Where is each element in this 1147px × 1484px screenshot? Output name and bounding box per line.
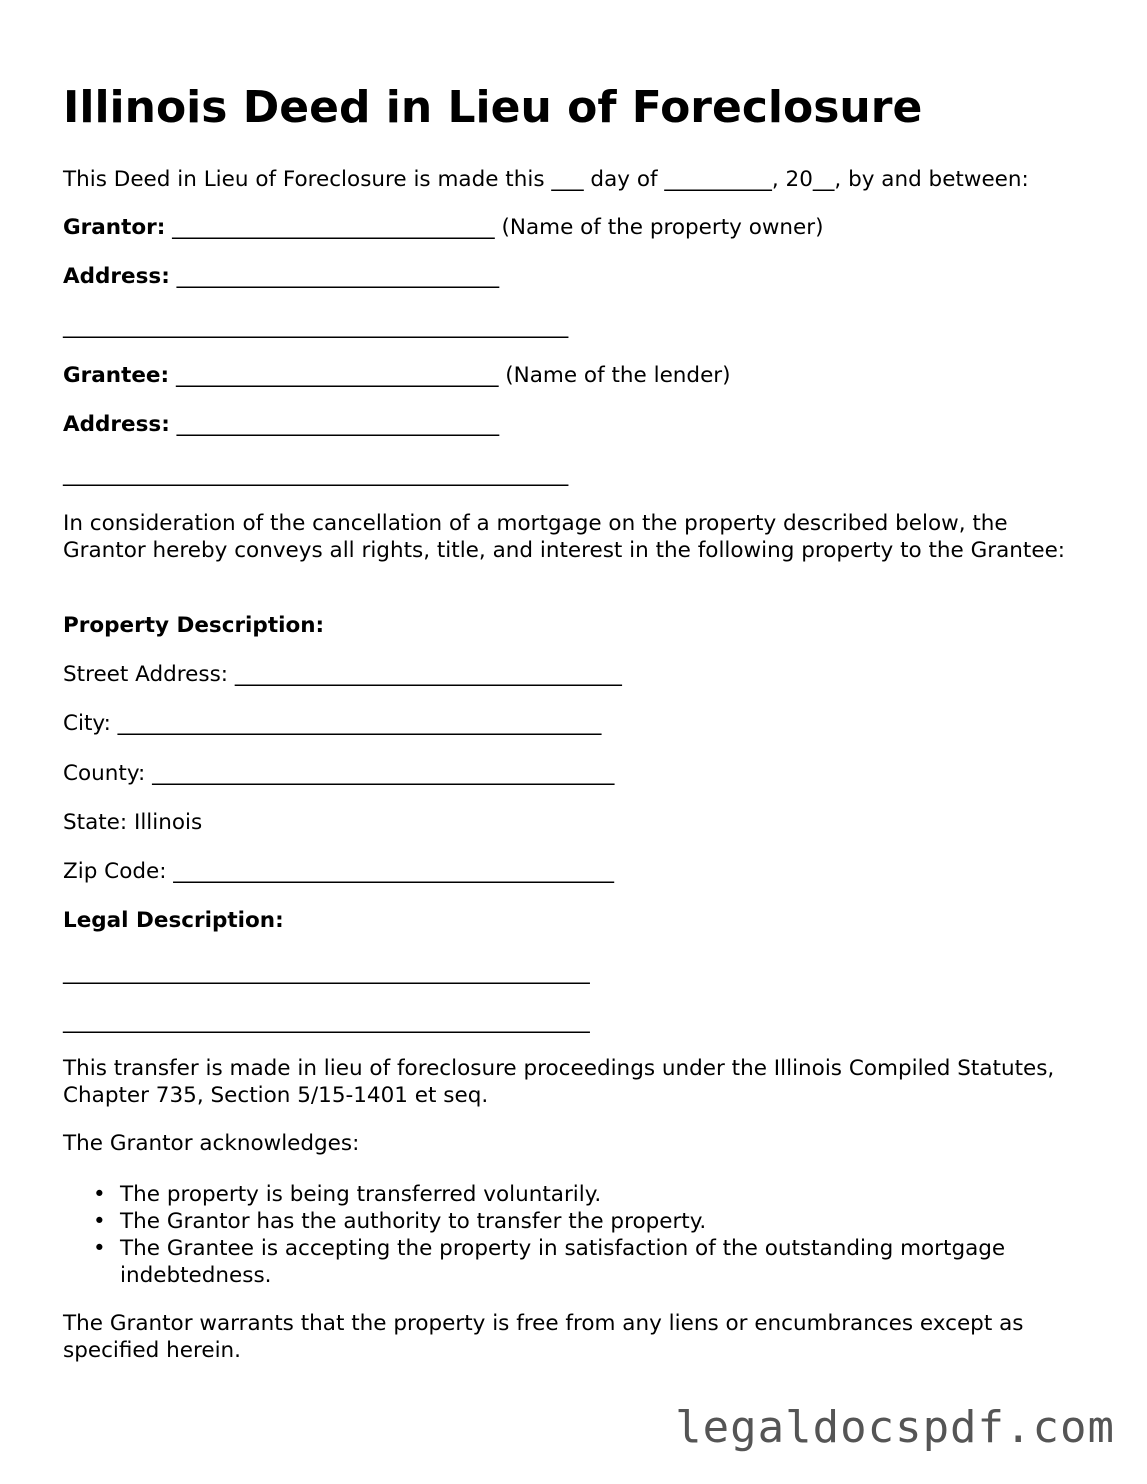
grantor-address-blank: ______________________________ [169, 264, 500, 289]
grantee-address-line-2: _______________________________________________ [63, 462, 569, 487]
grantor-address-line-2: _______________________________________________ [63, 314, 569, 339]
list-item [63, 1208, 1063, 1235]
county-field: County: ___________________________________________ [63, 761, 615, 786]
warranty-paragraph: The Grantor warrants that the property is free from any liens or encumbrances except as specified herein. [63, 1311, 1024, 1363]
grantee-address-label: Address: [63, 412, 170, 437]
grantor-address-label: Address: [63, 264, 170, 289]
acknowledges-intro: The Grantor acknowledges: [63, 1131, 360, 1156]
document-title: Illinois Deed in Lieu of Foreclosure [63, 82, 923, 133]
grantor-address-line [63, 263, 499, 290]
grantee-address-line [63, 411, 499, 438]
watermark: legaldocspdf.com [675, 1402, 1115, 1453]
intro-line: This Deed in Lieu of Foreclosure is made this ___ day of __________, 20__, by and between: [63, 167, 1029, 192]
statute-paragraph: This transfer is made in lieu of foreclosure proceedings under the Illinois Compiled Statutes, Chapter 735, Section 5/15-1401 et seq. [63, 1056, 1055, 1108]
zip-code-field: Zip Code: _________________________________________ [63, 859, 615, 884]
grantor-line [63, 214, 824, 241]
city-field: City: _____________________________________________ [63, 711, 602, 736]
property-heading-text: Property Description: [63, 613, 325, 638]
list-item [63, 1181, 1063, 1208]
grantor-label: Grantor: [63, 215, 166, 240]
bullet-icon: • [93, 1236, 106, 1261]
legal-description-line-1: _________________________________________________ [63, 960, 590, 985]
bullet-icon: • [93, 1209, 106, 1234]
state-field: State: Illinois [63, 810, 203, 835]
grantor-blank: ______________________________ (Name of the property owner) [165, 215, 824, 240]
legal-description-heading [63, 907, 284, 934]
acknowledgement-text: The Grantor has the authority to transfer the property. [120, 1209, 707, 1234]
acknowledgement-list [63, 1181, 1063, 1289]
grantee-address-blank: ______________________________ [169, 412, 500, 437]
grantee-line [63, 362, 731, 389]
consideration-paragraph: In consideration of the cancellation of a mortgage on the property described below, the Grantor hereby conveys all rights, title, and interest in the following property to the Grantee: [63, 511, 1066, 563]
street-address-field: Street Address: ____________________________________ [63, 662, 622, 687]
property-heading [63, 612, 324, 639]
acknowledgement-text: The Grantee is accepting the property in satisfaction of the outstanding mortgage indebtedness. [120, 1236, 1006, 1288]
bullet-icon: • [93, 1182, 106, 1207]
legal-heading-text: Legal Description: [63, 908, 284, 933]
grantee-label: Grantee: [63, 363, 170, 388]
acknowledgement-text: The property is being transferred voluntarily. [120, 1182, 602, 1207]
list-item [63, 1235, 1063, 1289]
legal-description-line-2: _________________________________________________ [63, 1009, 590, 1034]
grantee-blank: ______________________________ (Name of the lender) [169, 363, 731, 388]
